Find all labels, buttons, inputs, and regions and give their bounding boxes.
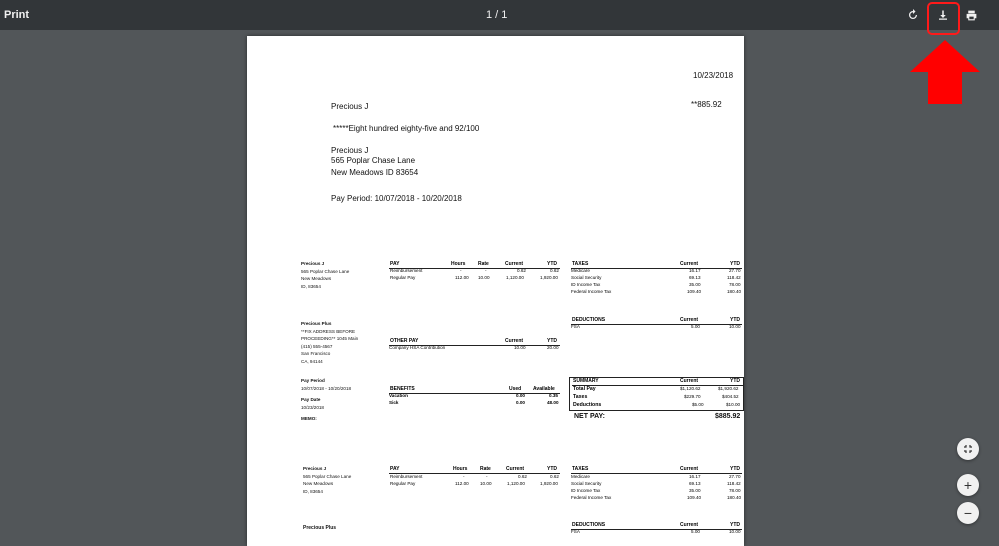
zoom-out-glyph: − [963,505,973,521]
col-header: Rate [478,261,489,267]
cell: - [486,474,488,479]
cell: 1,120.00 [507,481,525,486]
cell: Federal Income Tax [571,289,612,294]
print-toolbar [0,0,999,30]
col-header: YTD [547,466,557,472]
pay-date-label: Pay Date [301,397,321,402]
col-header: Current [680,466,699,472]
zoom-in-glyph: + [963,477,973,493]
cell: 1,920.00 [540,481,558,486]
cell: 118.42 [727,275,741,280]
cell: ID Income Tax [571,282,601,287]
employer-address-line: PROCEEDING** 1045 Main [301,336,359,341]
cell: 0.62 [518,474,527,479]
table-row [571,268,742,275]
employee-address-line: ID, 83654 [301,283,321,289]
col-header: Available [533,386,555,392]
stub2-employer-name: Precious Plus [303,525,337,531]
cell: $5.00 [692,402,704,407]
check-pay-period: Pay Period: 10/07/2018 - 10/20/2018 [331,194,462,203]
pay-date-value: 10/23/2018 [301,404,324,410]
cell: Medicare [571,268,590,273]
check-payee: Precious J [331,102,369,111]
cell: 78.00 [729,282,741,287]
table-row [389,268,560,275]
net-pay-label: NET PAY: [574,413,605,420]
col-header: PAY [390,261,400,267]
check-amount-words: *****Eight hundred eighty-five and 92/100 [333,124,480,133]
stub1-employee [301,260,349,290]
col-header: Current [505,338,524,344]
cell: 180.40 [727,495,742,500]
table-row [571,282,742,289]
cell: 0.35 [549,393,558,398]
col-header: YTD [730,317,740,323]
address-line2: New Meadows ID 83654 [331,168,419,177]
cell: $404.52 [722,394,739,399]
col-header: SUMMARY [573,378,599,384]
address-line1: 565 Poplar Chase Lane [331,156,416,165]
cell: 0.62 [550,268,559,273]
cell: Reimbursement [390,474,423,479]
cell: Regular Pay [390,275,416,280]
cell: 5.00 [691,529,700,534]
cell: 5.00 [691,324,700,329]
cell: Taxes [573,394,588,400]
rotate-icon[interactable] [904,6,922,24]
pay-period-label: Pay Period [301,378,325,383]
print-icon[interactable] [962,6,980,24]
cell: 10.00 [514,345,526,350]
cell: FSA [571,324,580,329]
cell: 0.62 [517,268,526,273]
stub1-employer [301,320,358,365]
cell: 109.40 [687,495,702,500]
col-header: TAXES [572,261,589,267]
zoom-in-icon[interactable] [957,474,979,496]
employer-address-line: CA, 94144 [301,358,323,364]
net-pay-value: $885.92 [715,413,741,420]
table-row [389,481,560,488]
table-row [571,275,742,282]
cell: FSA [571,529,580,534]
red-arrow-annotation [910,40,980,104]
cell: - [485,268,487,273]
cell: 10.00 [478,275,490,280]
stub2-taxes-header [571,466,742,474]
check-amount: **885.92 [691,100,722,109]
col-header: YTD [730,522,740,528]
cell: 69.13 [689,275,701,280]
cell: Total Pay [573,386,596,392]
employee-name: Precious J [301,261,325,266]
table-row [571,488,742,495]
cell: 0.62 [550,474,559,479]
col-header: Used [509,386,522,392]
col-header: TAXES [572,466,589,472]
cell: Company HSA Contribution [389,345,446,350]
table-row [571,481,742,488]
cell: 27.70 [729,474,741,479]
col-header: Current [506,466,525,472]
col-header: Current [505,261,524,267]
col-header: Current [680,317,699,323]
cell: 78.00 [729,488,741,493]
table-row [389,400,560,407]
employer-address-line: San Francisco [301,351,331,356]
table-row [572,386,743,393]
memo-label: MEMO: [301,416,317,421]
cell: 16.17 [689,268,701,273]
cell: Medicare [571,474,590,479]
col-header: Hours [451,261,466,267]
check-date: 10/23/2018 [693,71,734,80]
cell: 118.42 [727,481,741,486]
employer-name: Precious Plus [301,321,332,326]
download-highlight-box [927,2,960,35]
cell: $229.70 [684,394,701,399]
col-header: YTD [730,261,740,267]
cell: $1,920.62 [718,386,739,391]
col-header: DEDUCTIONS [572,317,606,323]
employee-name: Precious J [303,466,327,471]
table-row [389,393,560,400]
cell: 35.00 [689,488,701,493]
table-row [389,474,560,481]
table-row [571,529,742,536]
cell: Reimbursement [390,268,423,273]
cell: 0.00 [516,400,525,405]
table-row [389,345,560,352]
cell: 10.00 [729,324,741,329]
cell: 1,120.00 [506,275,524,280]
table-row [571,495,742,502]
cell: Vacation [389,393,408,398]
cell: 20.00 [547,345,559,350]
cell: 0.00 [516,393,525,398]
col-header: DEDUCTIONS [572,522,606,528]
col-header: YTD [547,261,557,267]
cell: 180.40 [727,289,742,294]
col-header: BENEFITS [390,386,415,392]
cell: 112.00 [455,275,469,280]
employer-address-line: (415) 555-4567 [301,343,333,349]
col-header: Hours [453,466,468,472]
col-header: OTHER PAY [390,338,419,344]
col-header: YTD [730,466,740,472]
cell: ID Income Tax [571,488,601,493]
cell: 10.00 [480,481,492,486]
toolbar-title: Print [4,9,30,21]
fit-to-page-icon[interactable] [957,438,979,460]
col-header: Current [680,378,699,384]
cell: 10.00 [729,529,741,534]
cell: Federal Income Tax [571,495,612,500]
employee-address-line: ID, 83654 [303,488,323,494]
document-page [247,36,744,546]
col-header: YTD [547,338,557,344]
cell: 109.40 [687,289,702,294]
cell: Regular Pay [390,481,416,486]
employee-address-line: 565 Poplar Chase Lane [301,268,350,274]
col-header: Current [680,261,699,267]
employer-address-line: **FIX ADDRESS BEFORE [301,328,356,334]
stub1-pay-info [301,377,351,423]
zoom-out-icon[interactable] [957,502,979,524]
employee-address-line: New Meadows [303,481,334,486]
table-row [571,289,742,296]
table-row [389,275,560,282]
table-row [571,324,742,331]
cell: 16.17 [689,474,701,479]
col-header: Rate [480,466,491,472]
cell: - [463,474,465,479]
address-name: Precious J [331,146,369,155]
col-header: PAY [390,466,400,472]
cell: 1,920.00 [540,275,558,280]
col-header: Current [680,522,699,528]
page-indicator: 1 / 1 [486,9,508,21]
cell: $10.00 [726,402,741,407]
table-row [571,474,742,481]
pay-period-value: 10/07/2018 - 10/20/2018 [301,385,352,391]
cell: 48.00 [547,400,559,405]
cell: 69.13 [689,481,701,486]
stub1-summary-header [572,378,743,386]
employee-address-line: New Meadows [301,276,332,281]
cell: - [460,268,462,273]
stub2-pay-header [389,466,560,474]
cell: Social Security [571,275,602,280]
cell: Social Security [571,481,602,486]
cell: $1,120.62 [680,386,701,391]
table-row [572,402,743,409]
cell: Sick [389,400,399,405]
cell: Deductions [573,402,602,408]
cell: 112.00 [455,481,469,486]
cell: 27.70 [729,268,741,273]
employee-address-line: 565 Poplar Chase Lane [303,473,352,479]
cell: 35.00 [689,282,701,287]
col-header: YTD [730,378,740,384]
table-row [572,394,743,401]
stub2-employee [303,465,351,495]
